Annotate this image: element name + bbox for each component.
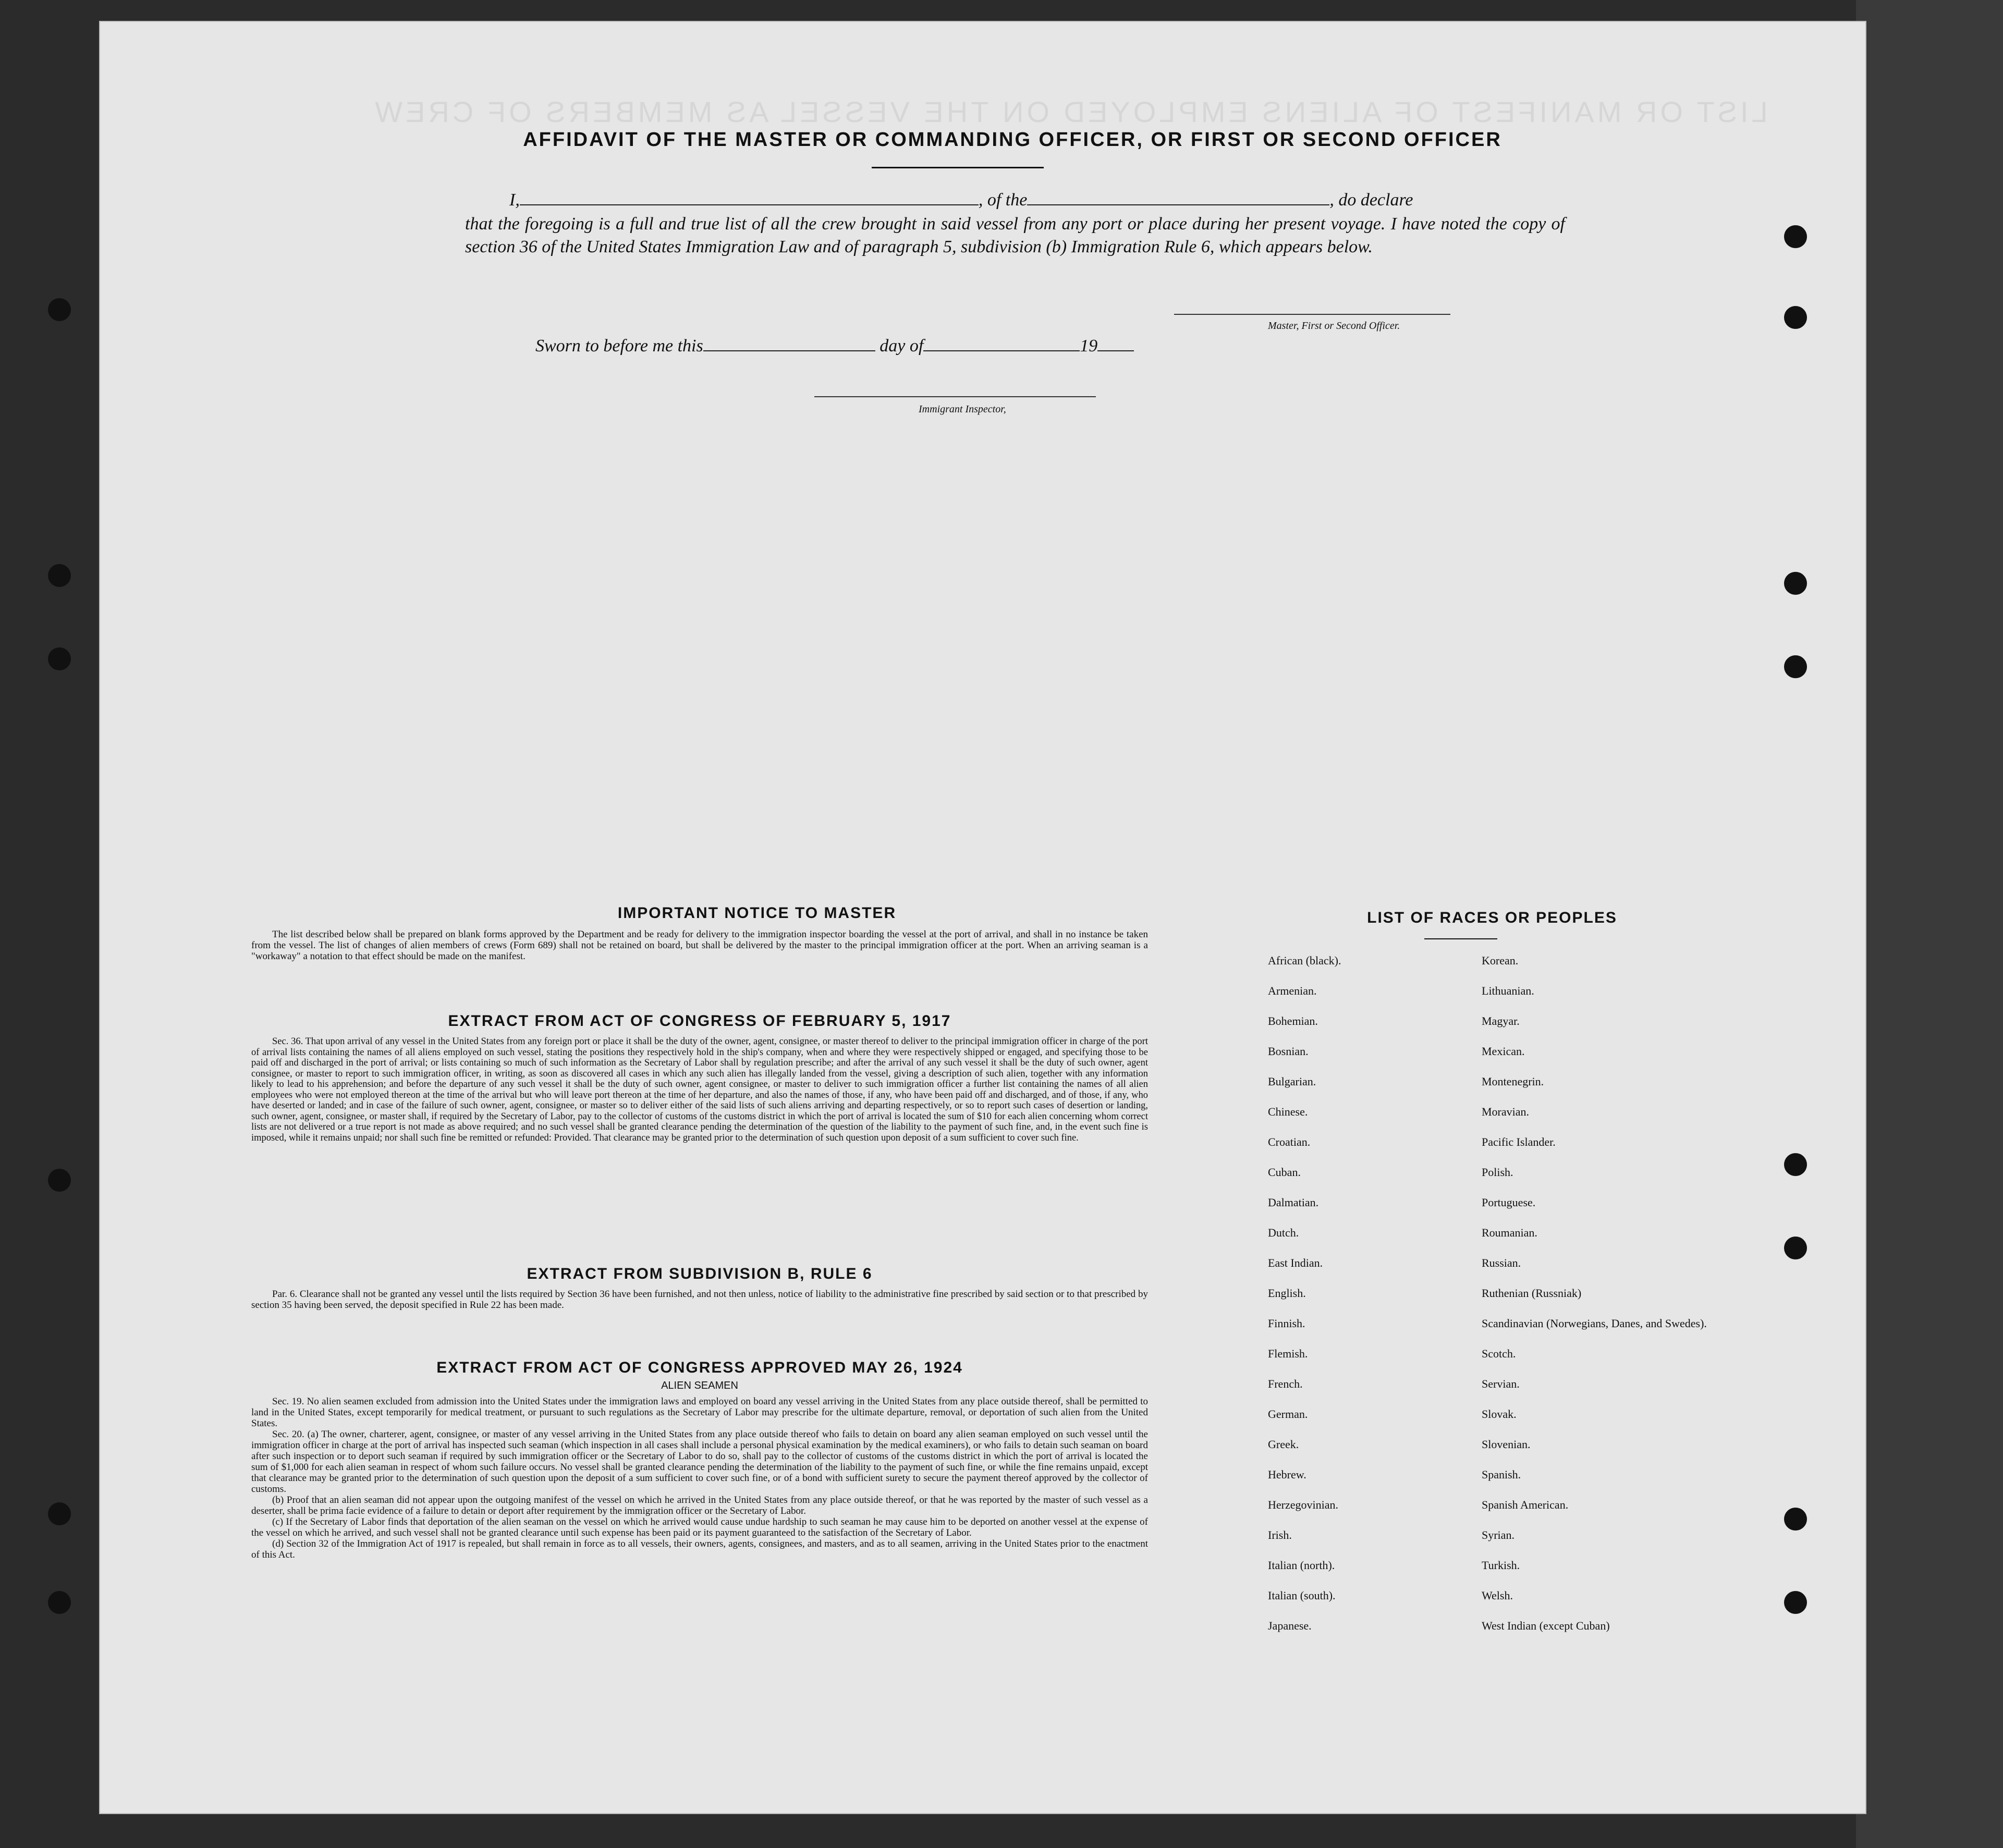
race-item: Dalmatian. <box>1268 1196 1319 1209</box>
race-item: Syrian. <box>1482 1528 1515 1541</box>
sworn-line <box>535 335 1317 358</box>
sec20d-text: (d) Section 32 of the Immigration Act of 1917 is repealed, but shall remain in force as to all vessels, their owners, agents, consignees, and masters, and as to all seamen, arriving in the United States prior to the enactment of this Act. <box>251 1538 1148 1560</box>
punch-hole <box>48 1591 71 1614</box>
race-item: German. <box>1268 1408 1308 1421</box>
race-item: Armenian. <box>1268 984 1317 997</box>
race-item: Japanese. <box>1268 1619 1312 1632</box>
race-item: Spanish American. <box>1482 1498 1569 1511</box>
affidavit-heading: AFFIDAVIT OF THE MASTER OR COMMANDING OFFICER, OR FIRST OR SECOND OFFICER <box>523 129 1502 151</box>
punch-hole <box>1784 655 1807 678</box>
sec20b-text: (b) Proof that an alien seaman did not appear upon the outgoing manifest of the vessel on which he arrived in the United States from any place outside thereof, or that he was reported by the master of such vessel as a deserter, shall be prima facie evidence of a failure to detain or deport after requirement by the immigration officer or the Secretary of Labor. <box>251 1495 1148 1516</box>
race-item: Ruthenian (Russniak) <box>1482 1287 1582 1300</box>
sec20a-text: Sec. 20. (a) The owner, charterer, agent, consignee, or master of any vessel arriving in the United States from any place outside thereof who fails to detain on board any alien seaman employed on such vessel until the immigration officer in charge at the port of arrival has inspected such seaman (which inspection in all cases shall include a personal physical examination by the medical examiners), or who fails to detain such seaman on board after such inspection or to deport such seaman if required by such immigration officer or the Secretary of Labor to do so, shall pay to the collector of customs of the customs district in which the port of arrival is located the sum of $1,000 for each alien seaman in respect of whom such failure occurs. No vessel shall be granted clearance pending the determination of the liability to the payment of such fine, or while the fine remains unpaid, except that clearance may be granted prior to the determination of such question upon the deposit of a sum sufficient to cover such fine, or of a bond with sufficient surety to secure the payment thereof approved by the collector of customs. <box>251 1429 1148 1495</box>
day-of-label: day of <box>880 336 924 356</box>
race-item: Bosnian. <box>1268 1045 1309 1058</box>
race-item: Dutch. <box>1268 1226 1299 1239</box>
extract-1924-title: EXTRACT FROM ACT OF CONGRESS APPROVED MAY 26, 1924 <box>436 1359 963 1376</box>
race-item: Spanish. <box>1482 1468 1521 1481</box>
race-item: Servian. <box>1482 1377 1520 1390</box>
race-item: Hebrew. <box>1268 1468 1306 1481</box>
punch-hole <box>1784 1591 1807 1614</box>
punch-hole <box>48 1502 71 1525</box>
race-item: Mexican. <box>1482 1045 1525 1058</box>
race-item: Irish. <box>1268 1528 1292 1541</box>
race-item: Korean. <box>1482 954 1519 967</box>
vessel-field[interactable] <box>1027 204 1329 205</box>
of-the-label: , of the <box>978 190 1028 210</box>
sec20c-text: (c) If the Secretary of Labor finds that deportation of the alien seaman on the vessel on which he arrived would cause undue hardship to such seaman he may cause him to be deported on another vessel at the expense of the vessel on which he arrived, and such vessel shall not be granted clearance until such expense has been paid or its payment guaranteed to the satisfaction of the Secretary of Labor. <box>251 1516 1148 1538</box>
race-item: Scotch. <box>1482 1347 1516 1360</box>
race-item: African (black). <box>1268 954 1341 967</box>
manifest-page <box>99 21 1866 1814</box>
punch-hole <box>48 647 71 670</box>
races-right-column <box>1482 954 1774 1649</box>
sworn-label: Sworn to before me this <box>535 336 703 356</box>
race-item: Greek. <box>1268 1438 1299 1451</box>
notice-title: IMPORTANT NOTICE TO MASTER <box>617 904 897 922</box>
inspector-label: Immigrant Inspector, <box>919 403 1006 415</box>
race-item: Scandinavian (Norwegians, Danes, and Swedes). <box>1482 1317 1707 1330</box>
race-item: Welsh. <box>1482 1589 1513 1602</box>
race-item: Montenegrin. <box>1482 1075 1544 1088</box>
sworn-year-field[interactable] <box>1097 350 1134 351</box>
race-item: Cuban. <box>1268 1166 1301 1179</box>
race-item: Lithuanian. <box>1482 984 1534 997</box>
affidavit-body: that the foregoing is a full and true list of all the crew brought in said vessel from any port or place during her present voyage. I have noted the copy of section 36 of the United States Immigration Law and of paragraph 5, subdivision (b) Immigration Rule 6, which appears below. <box>465 214 1565 256</box>
race-item: Turkish. <box>1482 1559 1520 1572</box>
race-item: Italian (north). <box>1268 1559 1335 1572</box>
race-item: West Indian (except Cuban) <box>1482 1619 1610 1632</box>
race-item: Slovenian. <box>1482 1438 1531 1451</box>
extract-1917-title: EXTRACT FROM ACT OF CONGRESS OF FEBRUARY 5, 1917 <box>448 1012 951 1030</box>
binder-edge <box>1856 0 2003 1848</box>
race-item: Magyar. <box>1482 1014 1520 1027</box>
race-item: Chinese. <box>1268 1105 1308 1118</box>
race-item: Portuguese. <box>1482 1196 1536 1209</box>
races-rule <box>1424 938 1497 939</box>
punch-hole <box>48 1169 71 1192</box>
punch-hole <box>48 564 71 587</box>
race-item: Roumanian. <box>1482 1226 1537 1239</box>
bleed-through-header: LIST OR MANIFEST OF ALIENS EMPLOYED ON THE VESSEL AS MEMBERS OF CREW <box>372 95 1768 128</box>
punch-hole <box>1784 1153 1807 1176</box>
sworn-month-field[interactable] <box>923 350 1080 351</box>
punch-hole <box>1784 306 1807 329</box>
extract-1924-body <box>251 1396 1148 1560</box>
extract-rule6-title: EXTRACT FROM SUBDIVISION B, RULE 6 <box>527 1265 873 1282</box>
race-item: Flemish. <box>1268 1347 1308 1360</box>
race-item: Italian (south). <box>1268 1589 1336 1602</box>
race-item: Pacific Islander. <box>1482 1135 1556 1148</box>
heading-rule <box>872 167 1044 168</box>
race-item: Herzegovinian. <box>1268 1498 1338 1511</box>
race-item: Bulgarian. <box>1268 1075 1316 1088</box>
extract-rule6-text: Par. 6. Clearance shall not be granted any vessel until the lists required by Section 36 have been furnished, and not then unless, notice of liability to the administrative fine prescribed by said section or to that prescribed by section 35 having been served, the deposit specified in Rule 22 has been made. <box>251 1289 1148 1311</box>
race-item: Slovak. <box>1482 1408 1517 1421</box>
extract-1924-subtitle: ALIEN SEAMEN <box>661 1380 738 1391</box>
race-item: Polish. <box>1482 1166 1513 1179</box>
sec19-text: Sec. 19. No alien seamen excluded from admission into the United States under the immigration laws and employed on board any vessel arriving in the United States from any place outside thereof, shall be permitted to land in the United States, except temporarily for medical treatment, or pursuant to such regulations as the Secretary of Labor may prescribe for the ultimate departure, removal, or deportation of such alien from the United States. <box>251 1396 1148 1429</box>
race-item: Russian. <box>1482 1256 1521 1269</box>
inspector-signature-line[interactable] <box>814 396 1096 397</box>
race-item: French. <box>1268 1377 1303 1390</box>
affidavit-declaration <box>465 189 1565 212</box>
race-item: East Indian. <box>1268 1256 1323 1269</box>
master-signature-label: Master, First or Second Officer. <box>1268 320 1400 332</box>
punch-hole <box>1784 572 1807 595</box>
punch-hole <box>1784 1237 1807 1259</box>
punch-hole <box>1784 1508 1807 1531</box>
name-field[interactable] <box>520 204 979 205</box>
notice-text: The list described below shall be prepared on blank forms approved by the Department and be ready for delivery to the immigration inspector boarding the vessel at the port of arrival, and shall in no instance be taken from the vessel. The list of changes of alien members of crews (Form 689) shall not be retained on board, but shall be delivered by the master to the principal immigration officer at the port. When an arriving seaman is a "workaway" a notation to that effect should be made on the manifest. <box>251 929 1148 962</box>
i-label: I, <box>509 190 520 210</box>
year-prefix: 19 <box>1080 336 1098 356</box>
races-title: LIST OF RACES OR PEOPLES <box>1367 909 1617 926</box>
race-item: Bohemian. <box>1268 1014 1318 1027</box>
race-item: Moravian. <box>1482 1105 1530 1118</box>
race-item: Finnish. <box>1268 1317 1305 1330</box>
master-signature-line[interactable] <box>1174 314 1450 315</box>
punch-hole <box>48 298 71 321</box>
races-left-column <box>1268 954 1476 1649</box>
do-declare-label: , do declare <box>1329 190 1413 210</box>
sworn-day-field[interactable] <box>703 350 875 351</box>
punch-hole <box>1784 225 1807 248</box>
extract-1917-text: Sec. 36. That upon arrival of any vessel in the United States from any foreign port or place it shall be the duty of the owner, agent, consignee, or master thereof to deliver to the principal immigration officer in charge of the port of arrival lists containing the names of all aliens employed on such vessel, stating the positions they respectively hold in the ship's company, when and where they were respectively shipped or engaged, and specifying those to be paid off and discharged in the port of arrival; or lists containing so much of such information as the Secretary of Labor shall by regulation prescribe; and after the arrival of any such vessel it shall be the duty of such owner, agent consignee, or master to report to such immigration officer, in writing, as soon as discovered all cases in which any such alien has illegally landed from the vessel, giving a description of such alien, together with any information likely to lead to his apprehension; and before the departure of any such vessel it shall be the duty of such owner, agent consignee, or master to deliver to such immigration officer a further list containing the names of all alien employees who were not employed thereon at the time of the arrival but who will leave port thereon at the time of her departure, and also the names of those, if any, who have been paid off and discharged, and of those, if any, who have deserted or landed; and in case of the failure of such owner, agent, consignee, or master so to deliver either of the said lists of such aliens arriving and departing respectively, or so to report such cases of desertion or landing, such owner, agent, consignee, or master shall, if required by the Secretary of Labor, pay to the collector of customs of the customs district in which the port of arrival is located the sum of $10 for each alien concerning whom correct lists are not delivered or a true report is not made as above required; and no such vessel shall be granted clearance pending the determination of the question of the liability to the payment of such fine, and, in the event such fine is imposed, while it remains unpaid; nor shall such fine be remitted or refunded: Provided. That clearance may be granted prior to the determination of such question upon deposit of a sum sufficient to cover such fine. <box>251 1036 1148 1143</box>
race-item: Croatian. <box>1268 1135 1311 1148</box>
race-item: English. <box>1268 1287 1306 1300</box>
